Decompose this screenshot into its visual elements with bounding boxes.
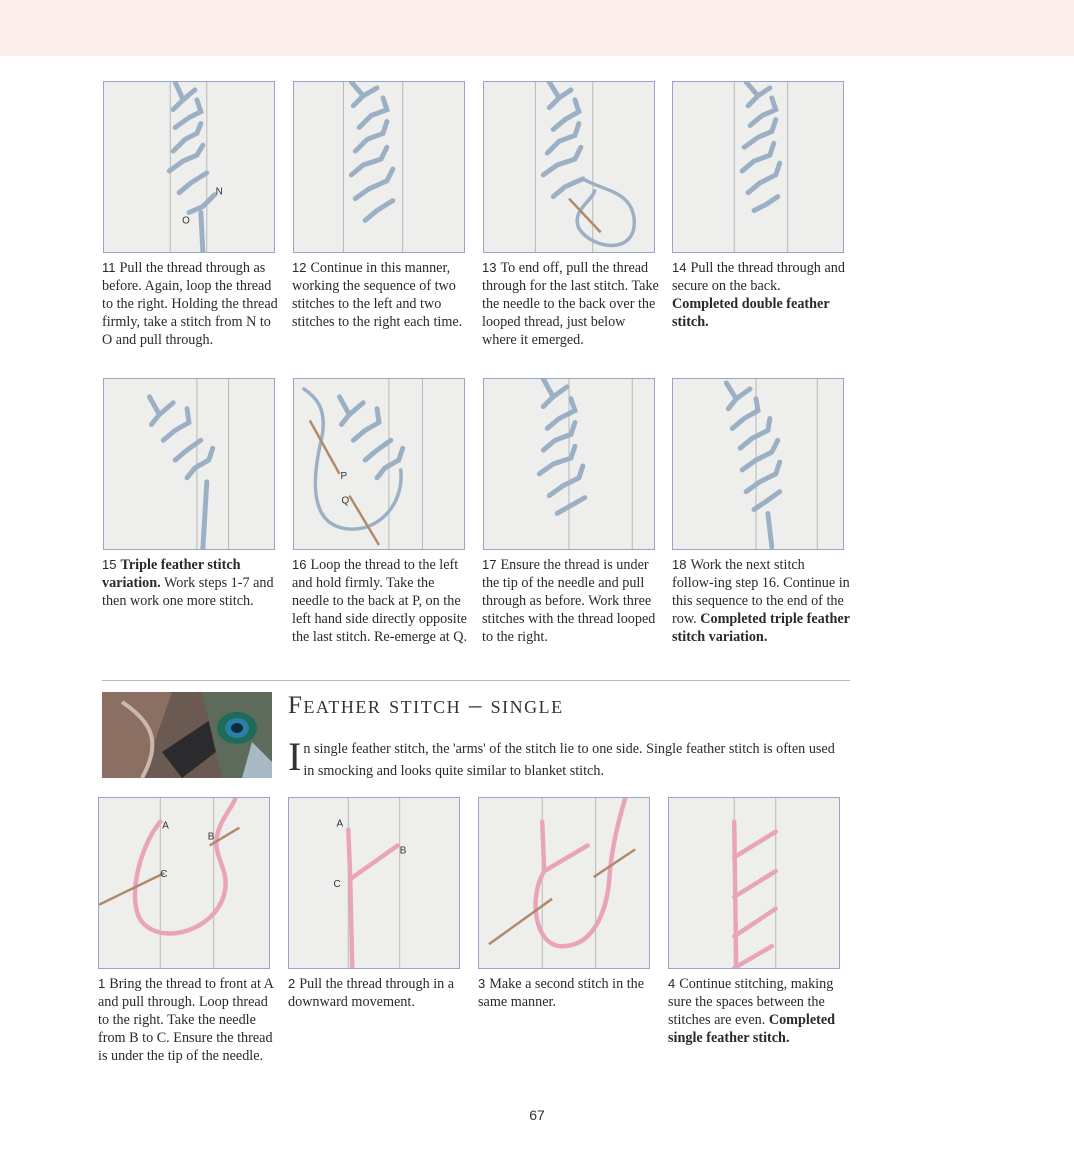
step-14-caption: 14 Pull the thread through and secure on the back. Completed double feather stitch.	[672, 260, 845, 330]
step-16-photo	[293, 378, 465, 550]
single-step-4-caption: 4 Continue stitching, making sure the spaces between the stitches are even. Completed single feather stitch.	[668, 976, 836, 1046]
label-o: O	[182, 215, 190, 227]
label-c: C	[333, 878, 341, 890]
step-11-caption: 11 Pull the thread through as before. Again, loop the thread to the right. Holding the thread firmly, take a stitch from N to O and pull through.	[102, 260, 278, 348]
step-17-photo	[483, 378, 655, 550]
label-c: C	[160, 869, 168, 881]
feather-thumbnail-image	[102, 692, 272, 778]
step-number: 17	[482, 557, 497, 572]
section-divider	[102, 680, 850, 681]
step-13-photo	[483, 81, 655, 253]
label-a: A	[336, 818, 344, 830]
page-number: 67	[529, 1107, 545, 1123]
step-number: 14	[672, 260, 687, 275]
top-color-band	[0, 0, 1074, 56]
step-11-photo	[103, 81, 275, 253]
label-a: A	[162, 820, 169, 832]
single-step-3-caption: 3 Make a second stitch in the same manner.	[478, 976, 645, 1010]
step-14-photo	[672, 81, 844, 253]
label-p: P	[340, 470, 348, 482]
step-15-caption: 15 Triple feather stitch variation. Work steps 1-7 and then work one more stitch.	[102, 557, 274, 609]
step-16-caption: 16 Loop the thread to the left and hold firmly. Take the needle to the back at P, on the left hand side directly opposite the last stitch. Re-emerge at Q.	[292, 557, 468, 645]
step-number: 18	[672, 557, 687, 572]
step-number: 2	[288, 976, 296, 991]
step-number: 4	[668, 976, 676, 991]
section-intro: In single feather stitch, the 'arms' of the stitch lie to one side. Single feather stitch is often used in smocking and looks quite similar to blanket stitch.	[288, 734, 835, 779]
step-number: 1	[98, 976, 106, 991]
label-n: N	[215, 186, 223, 198]
completed-note: Completed double feather stitch.	[672, 296, 830, 330]
step-number: 15	[102, 557, 117, 572]
step-18-caption: 18 Work the next stitch follow-ing step 16. Continue in this sequence to the end of the row. Completed triple feather stitch variation.	[672, 557, 850, 645]
drop-cap: I	[288, 734, 302, 779]
single-step-3-photo	[478, 797, 650, 969]
step-15-photo	[103, 378, 275, 550]
step-number: 16	[292, 557, 307, 572]
step-12-caption: 12 Continue in this manner, working the sequence of two stitches to the left and two stitches to the right each time.	[292, 260, 463, 330]
single-step-1-photo	[98, 797, 270, 969]
single-step-2-caption: 2 Pull the thread through in a downward movement.	[288, 976, 455, 1010]
completed-note: Completed single feather stitch.	[668, 1012, 836, 1046]
label-q: Q	[341, 495, 350, 507]
step-number: 12	[292, 260, 307, 275]
single-step-4-photo	[668, 797, 840, 969]
step-12-photo	[293, 81, 465, 253]
step-number: 13	[482, 260, 497, 275]
single-step-1-caption: 1 Bring the thread to front at A and pull through. Loop thread to the right. Take the needle from B to C. Ensure the thread is under the tip of the needle.	[98, 976, 274, 1064]
step-17-caption: 17 Ensure the thread is under the tip of the needle and pull through as before. Work three stitches with the thread looped to the right.	[482, 557, 656, 645]
completed-note: Completed triple feather stitch variation.	[672, 611, 850, 645]
step-13-caption: 13 To end off, pull the thread through for the last stitch. Take the needle to the back over the looped thread, just below where it emerged.	[482, 260, 659, 348]
section-title: Feather stitch – single	[288, 692, 564, 719]
single-step-2-photo	[288, 797, 460, 969]
step-18-photo	[672, 378, 844, 550]
label-b: B	[399, 845, 407, 857]
step-number: 11	[102, 260, 116, 275]
step-number: 3	[478, 976, 486, 991]
label-b: B	[207, 831, 215, 843]
